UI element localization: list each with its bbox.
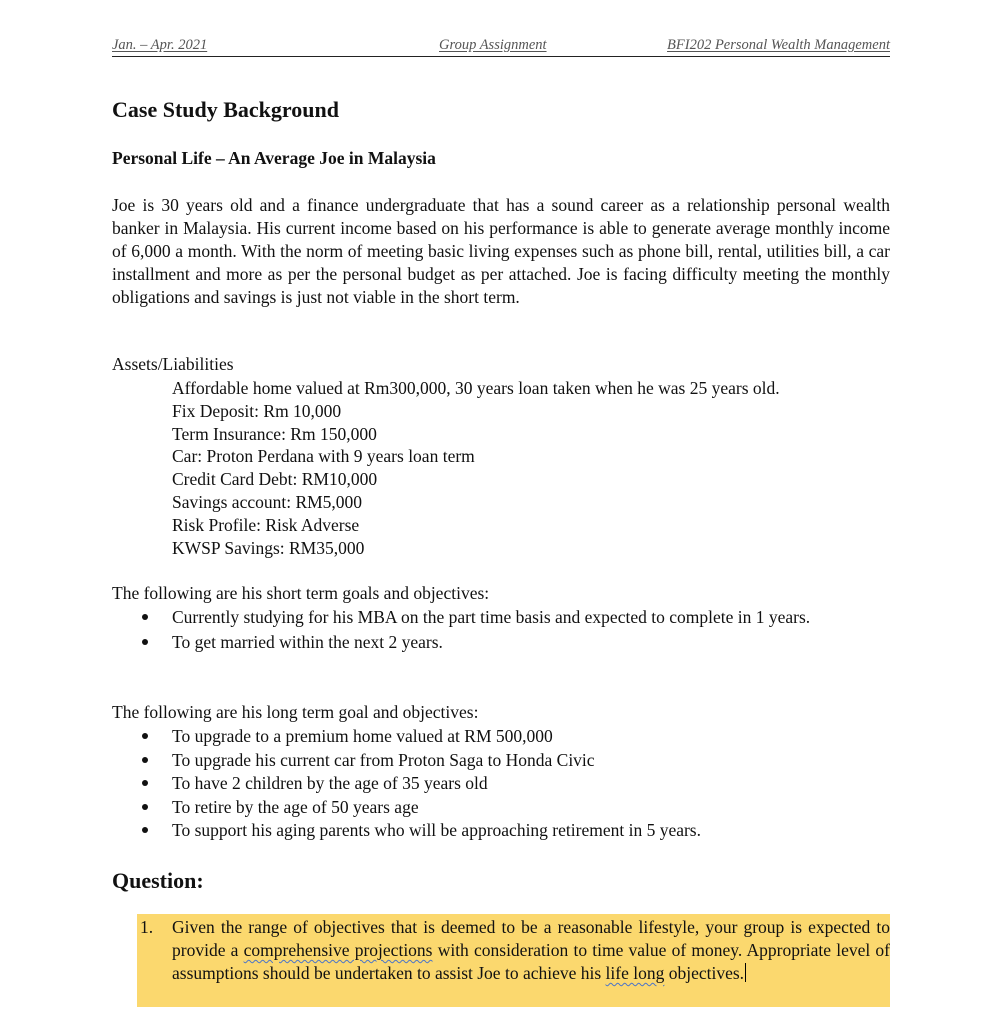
header-course: BFI202 Personal Wealth Management (667, 37, 890, 53)
long-term-lead: The following are his long term goal and objectives: (112, 702, 479, 722)
question-item[interactable] (140, 916, 890, 985)
page-title: Case Study Background (112, 97, 339, 122)
long-term-item: To upgrade his current car from Proton Saga to Honda Civic (112, 749, 892, 773)
asset-item: Term Insurance: Rm 150,000 (172, 423, 377, 444)
short-term-item: Currently studying for his MBA on the part time basis and expected to complete in 1 years. (112, 606, 892, 629)
asset-item: Savings account: RM5,000 (172, 491, 363, 512)
long-term-list (112, 725, 892, 843)
bullet-icon (142, 804, 148, 810)
long-term-item: To have 2 children by the age of 35 years old (112, 772, 892, 796)
asset-item: KWSP Savings: RM35,000 (172, 537, 365, 558)
question-number: 1. (140, 917, 154, 937)
asset-item: Credit Card Debt: RM10,000 (172, 469, 378, 490)
text-cursor (745, 963, 746, 982)
question-text[interactable]: Given the range of objectives that is deemed to be a reasonable lifestyle, your group is expected to provide a comprehensive projections with consideration to time value of money. Appropriate level of assumptions should be undertaken to assist Joe to achieve his life long objectives. (172, 917, 890, 983)
bullet-icon (142, 757, 148, 763)
bullet-icon (142, 827, 148, 833)
asset-item: Risk Profile: Risk Adverse (172, 514, 360, 535)
bullet-icon (142, 780, 148, 786)
spellcheck-flag[interactable]: life long (605, 963, 665, 983)
page-header (112, 34, 890, 57)
short-term-lead: The following are his short term goals and objectives: (112, 583, 490, 603)
spellcheck-flag[interactable]: comprehensive projections (243, 940, 433, 960)
long-term-item: To upgrade to a premium home valued at RM 500,000 (112, 725, 892, 749)
bullet-icon (142, 614, 148, 620)
short-term-list (112, 606, 892, 654)
long-term-item: To retire by the age of 50 years age (112, 796, 892, 820)
long-term-item: To support his aging parents who will be approaching retirement in 5 years. (112, 819, 892, 843)
section-subtitle: Personal Life – An Average Joe in Malaysia (112, 148, 436, 168)
intro-paragraph[interactable]: Joe is 30 years old and a finance undergraduate that has a sound career as a relationship personal wealth banker in Malaysia. His current income based on his performance is able to generate average monthly income of 6,000 a month. With the norm of meeting basic living expenses such as phone bill, rental, utilities bill, a car installment and more as per the personal budget as per attached. Joe is facing difficulty meeting the monthly obligations and savings is just not viable in the short term. (112, 195, 890, 307)
short-term-item: To get married within the next 2 years. (112, 631, 892, 654)
bullet-icon (142, 733, 148, 739)
bullet-icon (142, 639, 148, 645)
header-term: Jan. – Apr. 2021 (112, 37, 208, 53)
question-heading: Question: (112, 868, 204, 893)
assets-list (172, 377, 780, 559)
asset-item: Car: Proton Perdana with 9 years loan term (172, 446, 475, 467)
asset-item: Fix Deposit: Rm 10,000 (172, 400, 342, 421)
asset-item: Affordable home valued at Rm300,000, 30 years loan taken when he was 25 years old. (172, 378, 780, 398)
header-assignment-type: Group Assignment (439, 37, 547, 53)
assets-heading: Assets/Liabilities (112, 354, 234, 374)
